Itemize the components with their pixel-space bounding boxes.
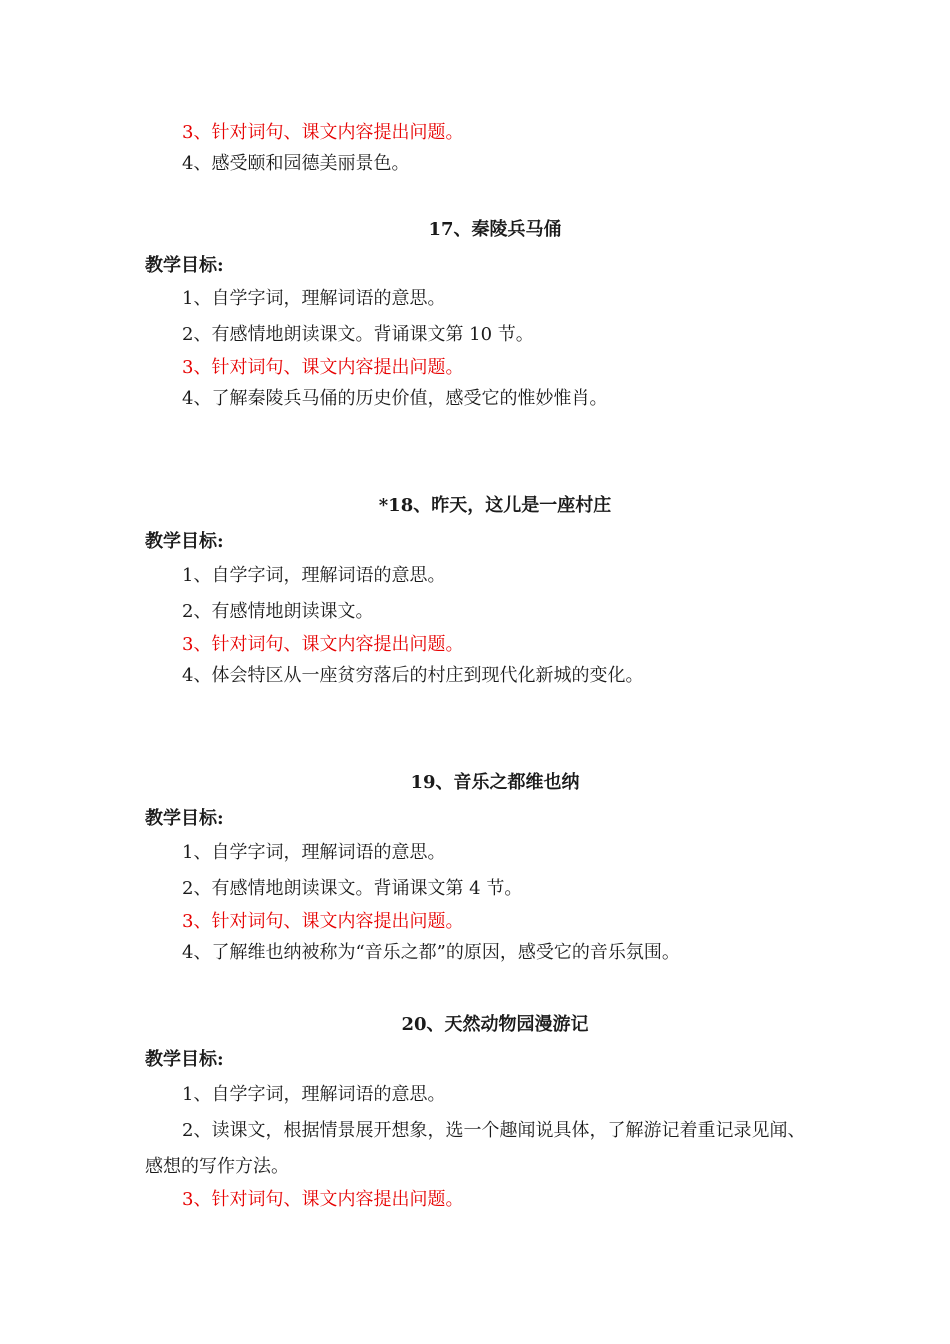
lesson-title: 17、秦陵兵马俑: [428, 219, 562, 240]
objective-item: 4、了解秦陵兵马俑的历史价值，感受它的惟妙惟肖。: [182, 388, 608, 409]
lesson-title: 20、天然动物园漫游记: [401, 1014, 589, 1035]
objective-item: 1、自学字词，理解词语的意思。: [182, 1084, 446, 1105]
objective-item: 4、体会特区从一座贫穷落后的村庄到现代化新城的变化。: [182, 665, 644, 686]
objective-item: 4、了解维也纳被称为“音乐之都”的原因，感受它的音乐氛围。: [182, 942, 680, 963]
objective-item: 3、针对词句、课文内容提出问题。: [182, 911, 464, 932]
objective-item: 3、针对词句、课文内容提出问题。: [182, 357, 464, 378]
objective-item: 2、读课文，根据情景展开想象，选一个趣闻说具体，了解游记着重记录见闻、感想的写作方法。: [145, 1120, 806, 1177]
objective-item: 1、自学字词，理解词语的意思。: [182, 288, 446, 309]
objective-item: 3、针对词句、课文内容提出问题。: [182, 122, 464, 143]
objective-item: 4、感受颐和园德美丽景色。: [182, 153, 410, 174]
objective-item: 3、针对词句、课文内容提出问题。: [182, 634, 464, 655]
objective-item: 2、有感情地朗读课文。背诵课文第 10 节。: [182, 324, 534, 345]
objective-item: 3、针对词句、课文内容提出问题。: [182, 1189, 464, 1210]
objective-item: 1、自学字词，理解词语的意思。: [182, 565, 446, 586]
lesson-title: *18、昨天，这儿是一座村庄: [378, 495, 612, 516]
objectives-label: 教学目标:: [145, 1049, 224, 1070]
objective-item: 2、有感情地朗读课文。背诵课文第 4 节。: [182, 878, 523, 899]
objectives-label: 教学目标:: [145, 808, 224, 829]
objectives-label: 教学目标:: [145, 531, 224, 552]
objective-item: 1、自学字词，理解词语的意思。: [182, 842, 446, 863]
objective-item: 2、有感情地朗读课文。: [182, 601, 374, 622]
lesson-title: 19、音乐之都维也纳: [410, 772, 580, 793]
objectives-label: 教学目标:: [145, 255, 224, 276]
